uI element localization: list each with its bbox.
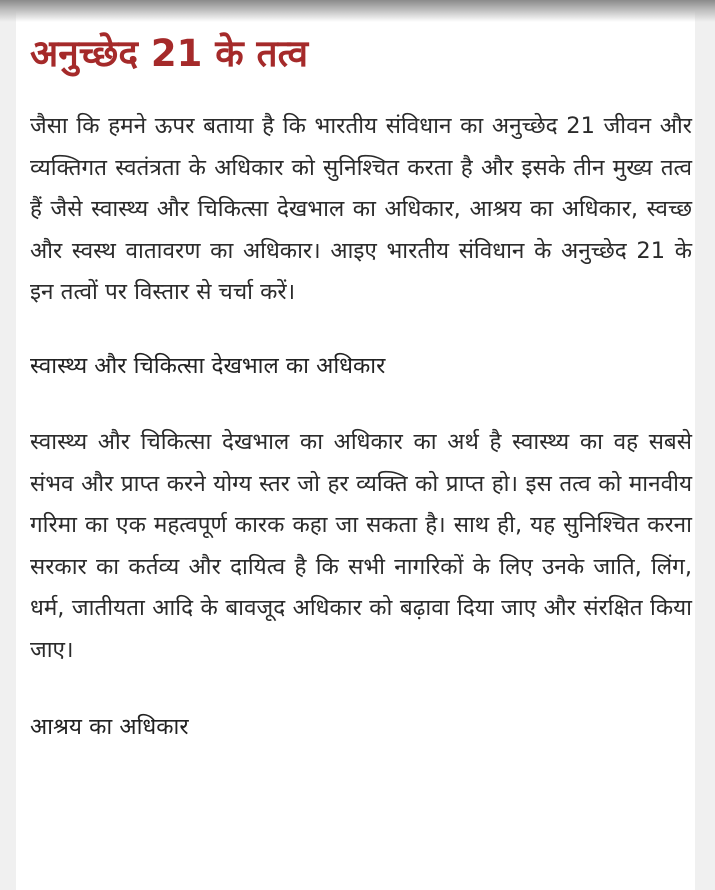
intro-paragraph: जैसा कि हमने ऊपर बताया है कि भारतीय संविधान का अनुच्छेद 21 जीवन और व्यक्तिगत स्वतंत्रता के अधिकार को सुनिश्चित करता है और इसके तीन मुख्य तत्व हैं जैसे स्वास्थ्य और चिकित्सा देखभाल का अधिकार, आश्रय का अधिकार, स्वच्छ और स्वस्थ वातावरण का अधिकार। आइए भारतीय संविधान के अनुच्छेद 21 के इन तत्वों पर विस्तार से चर्चा करें। [30, 113, 692, 305]
article-content [30, 26, 692, 749]
section-heading-shelter: आश्रय का अधिकार [30, 714, 189, 740]
health-paragraph: स्वास्थ्य और चिकित्सा देखभाल का अधिकार का अर्थ है स्वास्थ्य का वह सबसे संभव और प्राप्त करने योग्य स्तर जो हर व्यक्ति को प्राप्त हो। इस तत्व को मानवीय गरिमा का एक महत्वपूर्ण कारक कहा जा सकता है। साथ ही, यह सुनिश्चित करना सरकार का कर्तव्य और दायित्व है कि सभी नागरिकों के लिए उनके जाति, लिंग, धर्म, जातीयता आदि के बावजूद अधिकार को बढ़ावा दिया जाए और संरक्षित किया जाए। [30, 429, 692, 663]
section-heading-health: स्वास्थ्य और चिकित्सा देखभाल का अधिकार [30, 352, 386, 379]
top-shadow [0, 0, 715, 22]
article-heading: अनुच्छेद 21 के तत्व [30, 32, 309, 75]
article-page [16, 0, 695, 890]
